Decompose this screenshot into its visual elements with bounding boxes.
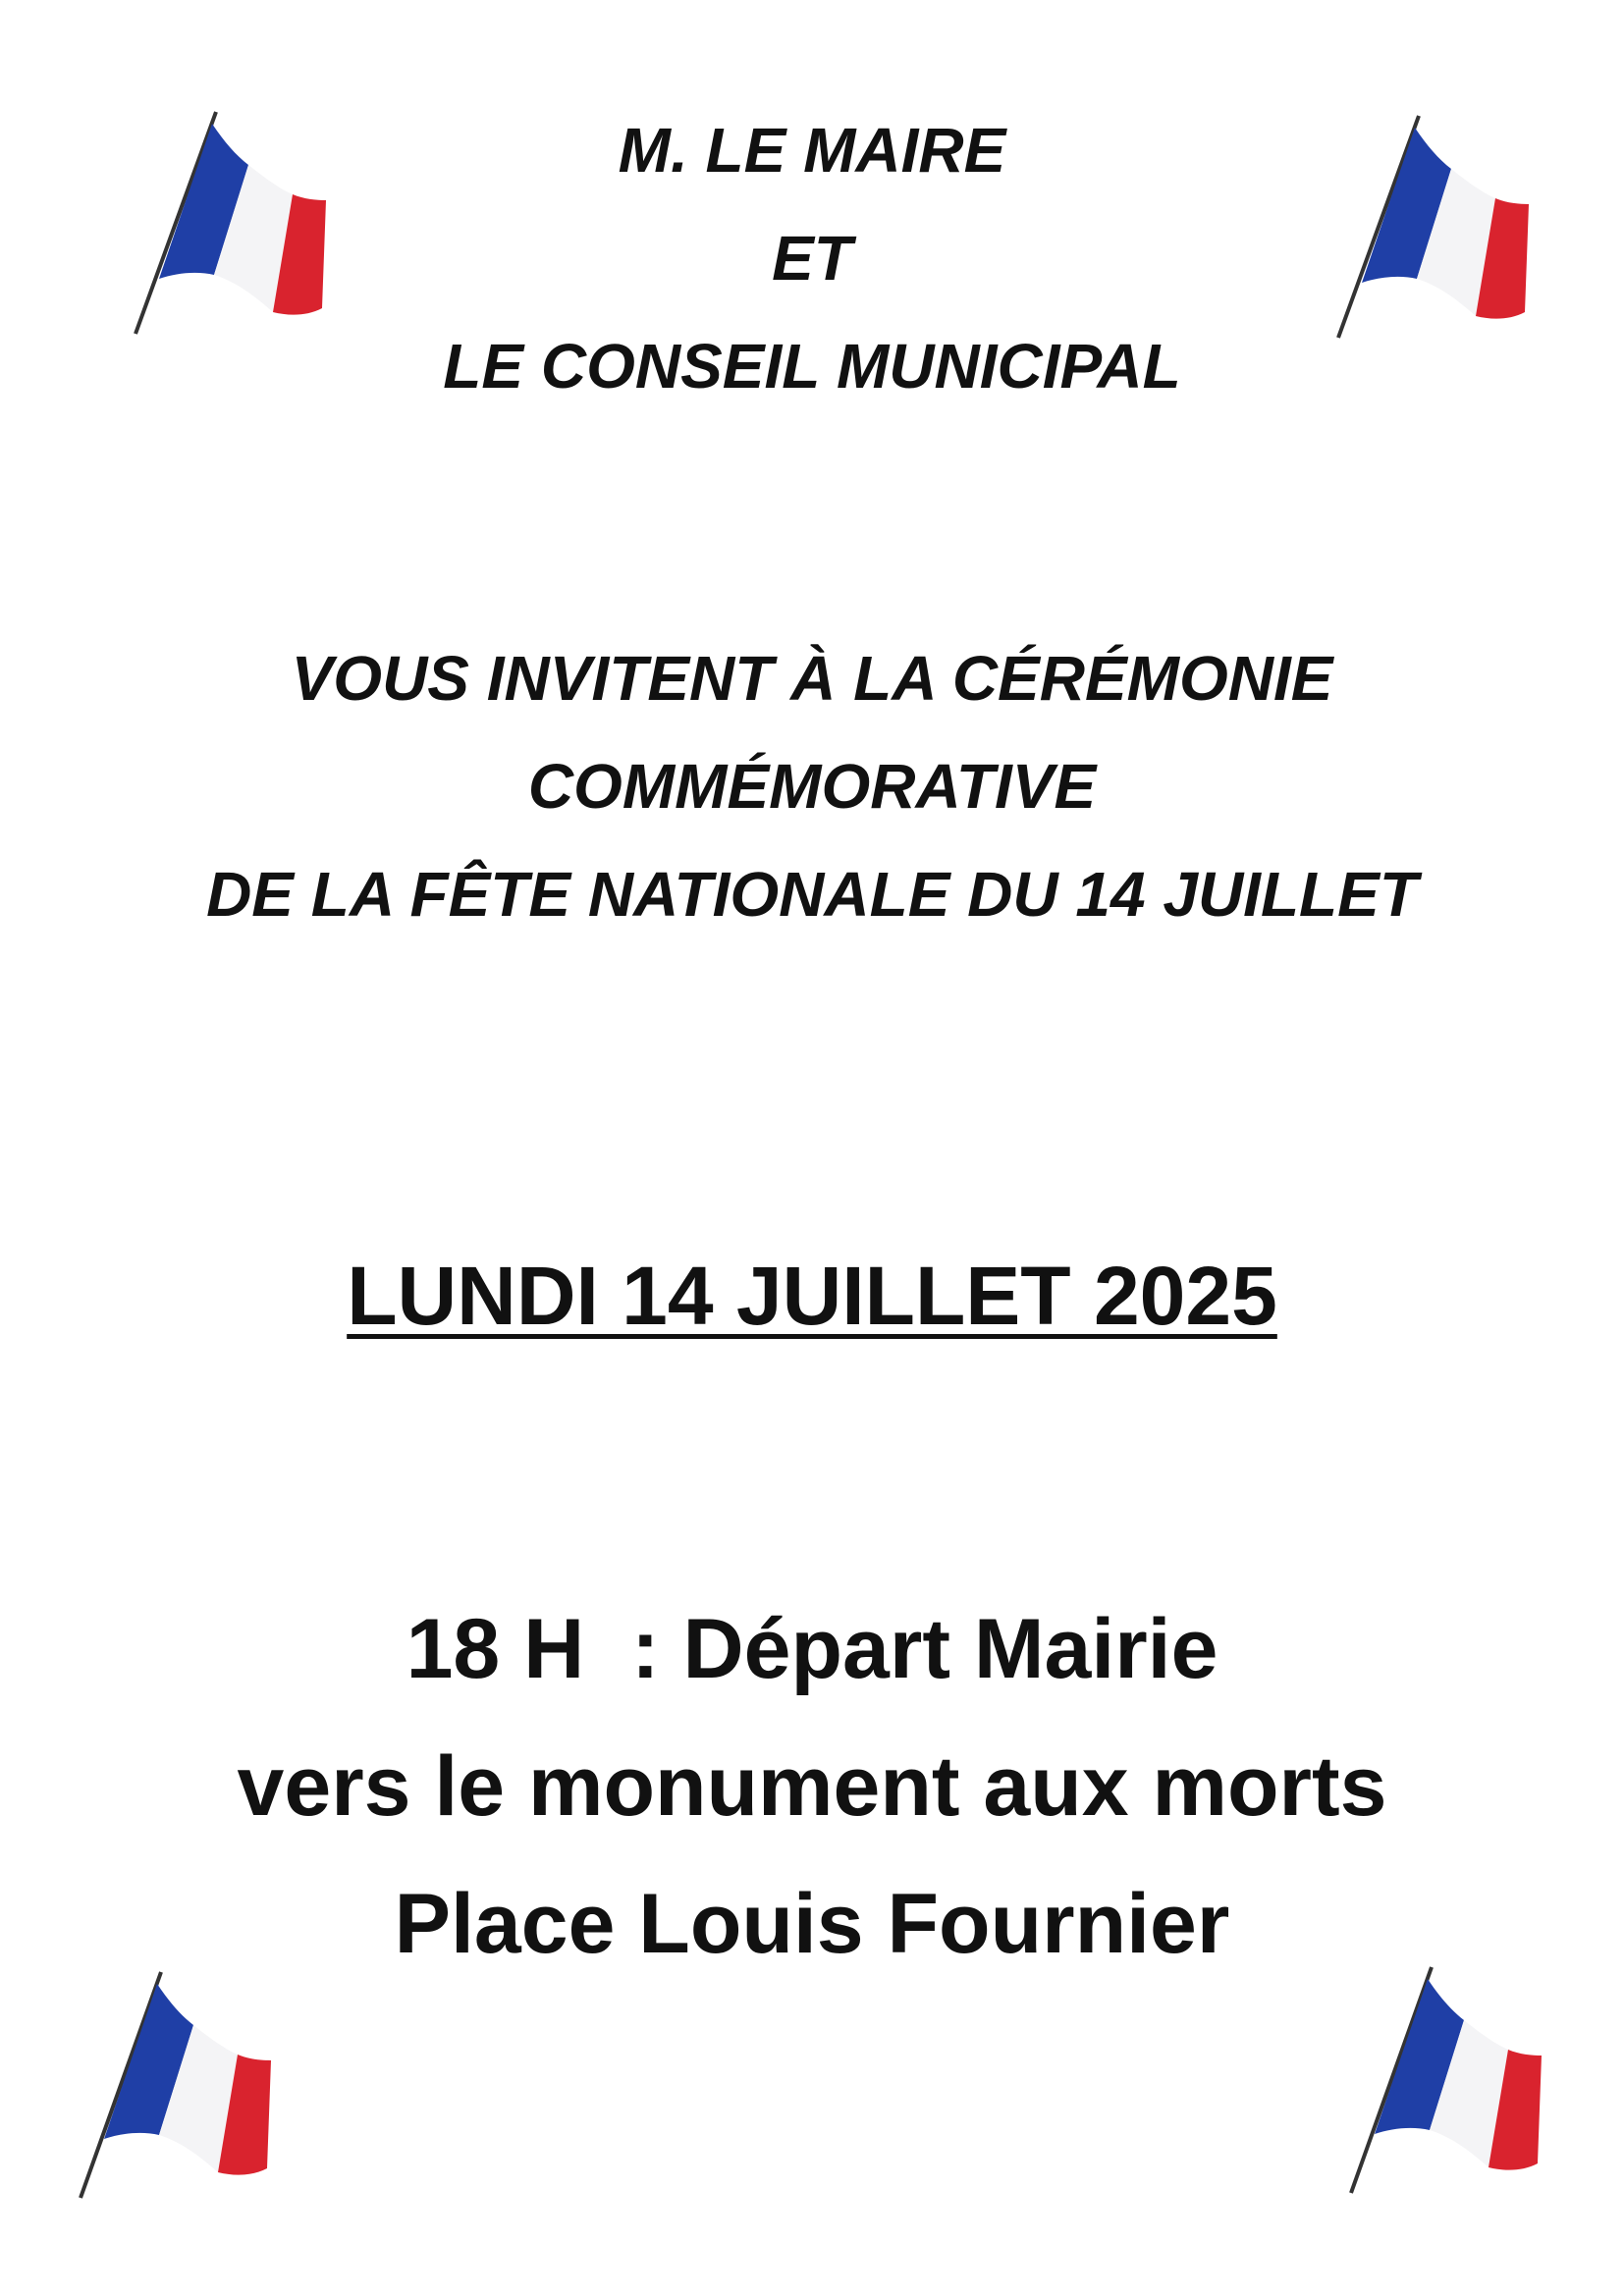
event-details-block xyxy=(0,1580,1624,1993)
invitation-line-2: COMMÉMORATIVE xyxy=(527,751,1097,822)
invitation-line-3: DE LA FÊTE NATIONALE DU 14 JUILLET xyxy=(206,859,1418,930)
header-line-mayor: M. LE MAIRE xyxy=(618,115,1006,186)
event-location: Place Louis Fournier xyxy=(394,1877,1230,1971)
event-time-departure: 18 H : Départ Mairie xyxy=(406,1602,1218,1696)
event-date-block xyxy=(0,1242,1624,1350)
french-flag-svg xyxy=(1343,1963,1549,2199)
french-flag-icon xyxy=(71,1968,277,2204)
event-date: LUNDI 14 JUILLET 2025 xyxy=(347,1250,1277,1342)
french-flag-icon xyxy=(1343,1963,1549,2199)
header-line-council: LE CONSEIL MUNICIPAL xyxy=(443,331,1181,401)
invitation-block xyxy=(0,624,1624,948)
invitation-line-1: VOUS INVITENT À LA CÉRÉMONIE xyxy=(291,643,1333,714)
event-destination: vers le monument aux morts xyxy=(237,1739,1387,1834)
header-line-and: ET xyxy=(772,223,852,294)
french-flag-svg xyxy=(71,1968,277,2204)
header-block xyxy=(0,96,1624,420)
